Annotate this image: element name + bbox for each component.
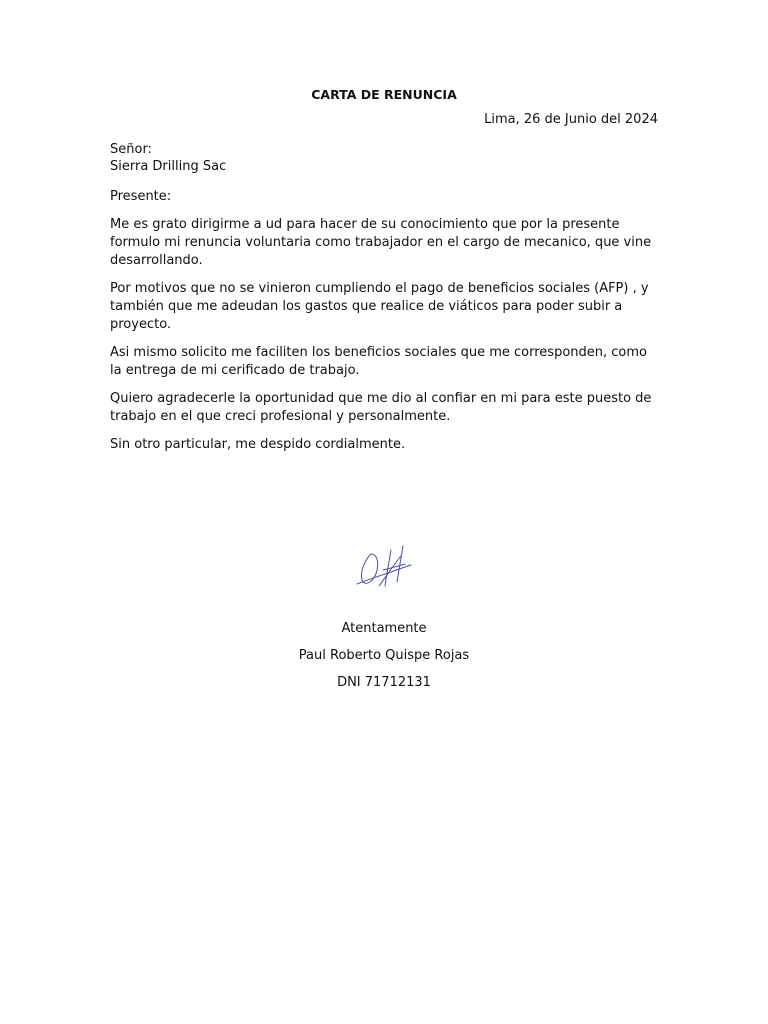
letter-title: CARTA DE RENUNCIA [311,87,457,102]
letter-date: Lima, 26 de Junio del 2024 [484,112,658,127]
greeting: Presente: [110,189,172,204]
letter-body [110,86,658,454]
signature-block [0,540,768,692]
closing-text: Atentamente [341,621,427,636]
paragraph-farewell: Sin otro particular, me despido cordialmente. [110,437,406,452]
paragraph-reasons: Por motivos que no se vinieron cumpliendo el pago de beneficios sociales (AFP) , y también que me adeudan los gastos que realice de viáticos para poder subir a proyecto. [110,281,649,332]
recipient-salutation: Señor: [110,142,152,157]
paragraph-gratitude: Quiero agradecerle la oportunidad que me dio al confiar en mi para este puesto de trabajo en el que creci profesional y personalmente. [110,391,652,424]
signer-name: Paul Roberto Quispe Rojas [298,648,470,663]
recipient-block [110,141,658,175]
paragraph-resignation: Me es grato dirigirme a ud para hacer de su conocimiento que por la presente formulo mi renuncia voluntaria como trabajador en el cargo de mecanico, que vine desarrollando. [110,217,652,268]
recipient-company: Sierra Drilling Sac [110,159,227,174]
signer-id: DNI 71712131 [337,675,431,690]
paragraph-request: Asi mismo solicito me faciliten los beneficios sociales que me corresponden, como la entrega de mi cerificado de trabajo. [110,345,647,378]
handwritten-signature [349,540,419,596]
